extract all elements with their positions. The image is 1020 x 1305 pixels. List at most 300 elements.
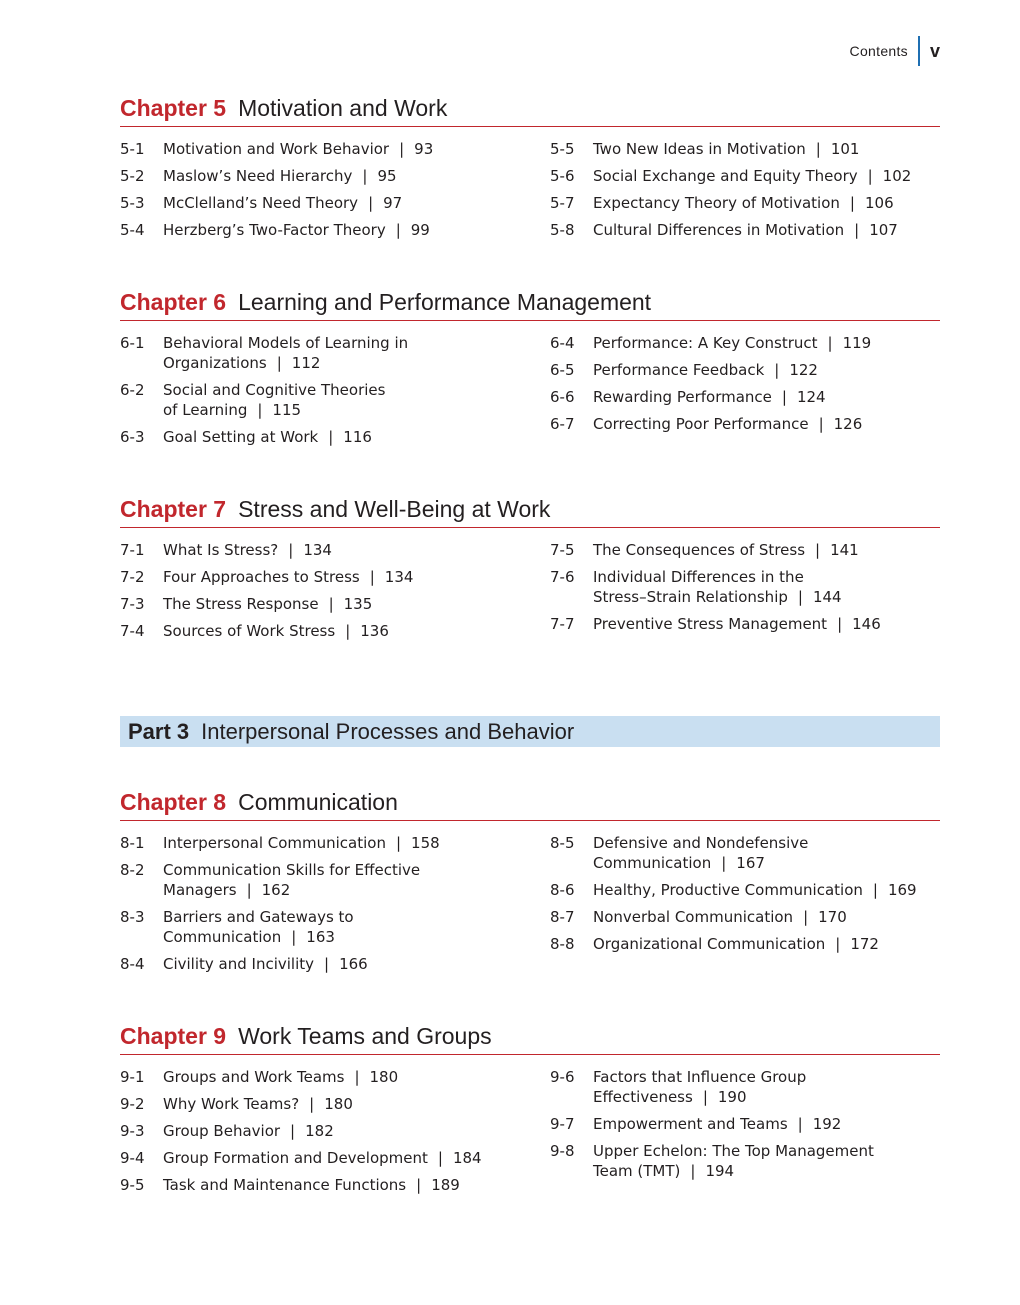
page-ref: 180: [369, 1068, 399, 1086]
section-title-line: [593, 220, 940, 240]
toc-entry: [120, 860, 550, 900]
toc-entry: [550, 833, 940, 873]
section-title: Maslow’s Need Hierarchy: [163, 167, 353, 185]
section-column-right: [550, 833, 940, 981]
section-title: Communication: [163, 928, 282, 946]
section-entry-text: [163, 860, 550, 900]
section-entry-text: [593, 193, 940, 213]
section-title: Four Approaches to Stress: [163, 568, 360, 586]
section-title: Effectiveness: [593, 1088, 693, 1106]
page-separator: |: [721, 854, 727, 872]
running-header: [850, 36, 940, 66]
toc-entry: [120, 220, 550, 240]
section-number: 6-5: [550, 361, 575, 379]
section-number: 8-2: [120, 861, 145, 879]
section-number: 6-4: [550, 334, 575, 352]
section-number: 7-5: [550, 541, 575, 559]
page-ref: 119: [842, 334, 872, 352]
section-title-line: [163, 621, 550, 641]
page-ref: 144: [812, 588, 842, 606]
page-ref: 93: [414, 140, 434, 158]
toc-entry: [550, 907, 940, 927]
section-number: 9-8: [550, 1142, 575, 1160]
page-separator: |: [369, 568, 375, 586]
chapter-sections: [120, 1067, 940, 1202]
section-title-line: [593, 587, 940, 607]
toc-entry: [120, 833, 550, 853]
section-title: Motivation and Work Behavior: [163, 140, 390, 158]
page-separator: |: [290, 1122, 296, 1140]
section-entry-text: [593, 166, 940, 186]
page-ref: 107: [869, 221, 898, 239]
section-entry-text: [593, 833, 940, 873]
toc-entry: [550, 1141, 940, 1181]
page-separator: |: [867, 167, 873, 185]
section-number: 6-6: [550, 388, 575, 406]
section-title: The Stress Response: [163, 595, 319, 613]
section-number: 7-3: [120, 595, 145, 613]
section-entry-text: [163, 833, 550, 853]
section-entry-text: [593, 540, 940, 560]
chapter-number: Chapter 5: [120, 95, 227, 121]
page-ref: 192: [812, 1115, 842, 1133]
toc-entry: [120, 166, 550, 186]
page-ref: 158: [411, 834, 440, 852]
page-ref: 163: [306, 928, 335, 946]
section-number: 5-3: [120, 194, 145, 212]
page-ref: 167: [736, 854, 765, 872]
page-separator: |: [395, 834, 402, 852]
section-number: 6-3: [120, 428, 145, 446]
section-title: Rewarding Performance: [593, 388, 772, 406]
section-entry-text: [163, 1148, 550, 1168]
toc-entry: [120, 139, 550, 159]
section-title-line: [163, 139, 550, 159]
page-ref: 116: [343, 428, 372, 446]
section-title-line: [163, 1175, 550, 1195]
chapter-heading: [120, 789, 940, 821]
section-entry-text: [593, 414, 940, 434]
section-number: 7-7: [550, 615, 575, 633]
section-title: McClelland’s Need Theory: [163, 194, 359, 212]
section-title-line: [593, 1087, 940, 1107]
toc-entry: [550, 1067, 940, 1107]
section-number: 9-4: [120, 1149, 145, 1167]
section-title: Expectancy Theory of Motivation: [593, 194, 840, 212]
page-ref: 99: [410, 221, 430, 239]
section-title: Behavioral Models of Learning in: [163, 334, 409, 352]
section-title: Organizations: [163, 354, 267, 372]
page-ref: 122: [789, 361, 818, 379]
page-ref: 141: [830, 541, 859, 559]
toc-entry: [120, 907, 550, 947]
section-column-right: [550, 139, 940, 247]
toc-entry: [120, 427, 550, 447]
page-separator: |: [797, 588, 803, 606]
section-title-line: [593, 333, 940, 353]
chapter-number: Chapter 8: [120, 789, 227, 815]
chapter-title-text: Stress and Well-Being at Work: [238, 496, 551, 522]
section-title-line: [593, 387, 940, 407]
chapter-number: Chapter 7: [120, 496, 227, 522]
section-title-line: [163, 166, 550, 186]
section-number: 8-4: [120, 955, 145, 973]
section-column-right: [550, 1067, 940, 1202]
chapter-number: Chapter 6: [120, 289, 227, 315]
section-number: 8-7: [550, 908, 575, 926]
page-separator: |: [399, 140, 405, 158]
section-number: 9-1: [120, 1068, 145, 1086]
page-ref: 136: [360, 622, 389, 640]
section-title: Goal Setting at Work: [163, 428, 319, 446]
section-entry-text: [593, 1141, 940, 1181]
section-entry-text: [593, 1067, 940, 1107]
section-title: Upper Echelon: The Top Management: [593, 1142, 874, 1160]
section-number: 5-8: [550, 221, 575, 239]
section-entry-text: [163, 540, 550, 560]
section-title-line: [163, 1121, 550, 1141]
section-title: Group Formation and Development: [163, 1149, 428, 1167]
section-entry-text: [163, 567, 550, 587]
section-entry-text: [163, 193, 550, 213]
page-ref: 146: [852, 615, 881, 633]
toc-entry: [550, 387, 940, 407]
toc-entry: [550, 414, 940, 434]
toc-entry: [550, 193, 940, 213]
toc-entry: [120, 621, 550, 641]
page-separator: |: [328, 595, 334, 613]
section-entry-text: [163, 139, 550, 159]
page-ref: 124: [796, 388, 826, 406]
section-title: Herzberg’s Two-Factor Theory: [163, 221, 386, 239]
section-title-line: [163, 907, 550, 927]
toc-entry: [120, 193, 550, 213]
section-number: 6-1: [120, 334, 145, 352]
page-separator: |: [849, 194, 855, 212]
page-ref: 126: [833, 415, 863, 433]
section-title: Organizational Communication: [593, 935, 826, 953]
section-title-line: [163, 427, 550, 447]
section-title-line: [163, 1067, 550, 1087]
section-column-right: [550, 540, 940, 648]
section-title-line: [163, 567, 550, 587]
page-separator: |: [815, 140, 821, 158]
section-title: Performance Feedback: [593, 361, 765, 379]
section-number: 5-6: [550, 167, 575, 185]
section-title-line: [163, 833, 550, 853]
section-number: 5-2: [120, 167, 145, 185]
section-title: Preventive Stress Management: [593, 615, 828, 633]
section-title-line: [593, 567, 940, 587]
section-title-line: [163, 954, 550, 974]
section-entry-text: [593, 880, 940, 900]
section-number: 7-4: [120, 622, 145, 640]
section-title: Task and Maintenance Functions: [163, 1176, 407, 1194]
part-number: Part 3: [128, 718, 190, 744]
section-title: Two New Ideas in Motivation: [593, 140, 806, 158]
toc-entry: [550, 540, 940, 560]
toc-entry: [120, 954, 550, 974]
contents-list: [120, 95, 940, 1244]
section-entry-text: [163, 166, 550, 186]
section-title: Social Exchange and Equity Theory: [593, 167, 858, 185]
page-ref: 166: [339, 955, 368, 973]
section-entry-text: [593, 139, 940, 159]
section-title-line: [163, 860, 550, 880]
page-separator: |: [835, 935, 841, 953]
section-entry-text: [593, 934, 940, 954]
section-title-line: [163, 353, 550, 373]
chapter-section: [120, 1023, 940, 1202]
section-title-line: [163, 380, 550, 400]
section-title-line: [593, 193, 940, 213]
page-separator: |: [872, 881, 878, 899]
section-title-line: [593, 1114, 940, 1134]
section-entry-text: [163, 621, 550, 641]
section-title: Factors that Influence Group: [593, 1068, 807, 1086]
section-entry-text: [593, 614, 940, 634]
section-title: Barriers and Gateways to: [163, 908, 354, 926]
page-separator: |: [276, 354, 282, 372]
section-column-left: [120, 540, 550, 648]
chapter-title-text: Communication: [238, 789, 398, 815]
section-number: 7-1: [120, 541, 145, 559]
section-title-line: [163, 333, 550, 353]
section-column-left: [120, 139, 550, 247]
section-number: 7-2: [120, 568, 145, 586]
page-ref: 95: [377, 167, 397, 185]
page-separator: |: [437, 1149, 443, 1167]
page-ref: 102: [882, 167, 912, 185]
section-number: 8-5: [550, 834, 575, 852]
section-entry-text: [593, 387, 940, 407]
page-separator: |: [797, 1115, 803, 1133]
section-title-line: [593, 880, 940, 900]
section-title-line: [163, 1094, 550, 1114]
page-separator: |: [354, 1068, 360, 1086]
page-number: v: [929, 40, 940, 61]
section-entry-text: [163, 380, 550, 420]
section-title-line: [593, 360, 940, 380]
section-title-line: [163, 220, 550, 240]
section-title-line: [163, 193, 550, 213]
section-number: 9-6: [550, 1068, 575, 1086]
page-ref: 135: [343, 595, 373, 613]
header-divider: [918, 36, 920, 66]
part-banner: [120, 716, 940, 747]
section-number: 8-1: [120, 834, 145, 852]
page-ref: 101: [830, 140, 860, 158]
page-ref: 134: [303, 541, 332, 559]
toc-entry: [120, 594, 550, 614]
chapters-group-bottom: [120, 789, 940, 1202]
page-ref: 106: [864, 194, 894, 212]
section-entry-text: [593, 567, 940, 607]
chapter-number: Chapter 9: [120, 1023, 227, 1049]
section-entry-text: [593, 220, 940, 240]
page-separator: |: [309, 1095, 315, 1113]
section-entry-text: [163, 907, 550, 947]
section-entry-text: [163, 1067, 550, 1087]
section-column-left: [120, 1067, 550, 1202]
toc-entry: [120, 540, 550, 560]
page-ref: 162: [261, 881, 291, 899]
chapter-sections: [120, 833, 940, 981]
section-entry-text: [163, 1175, 550, 1195]
page-ref: 134: [384, 568, 414, 586]
page-separator: |: [246, 881, 252, 899]
section-entry-text: [163, 220, 550, 240]
chapter-sections: [120, 540, 940, 648]
toc-entry: [120, 380, 550, 420]
section-number: 7-6: [550, 568, 575, 586]
chapter-title-text: Learning and Performance Management: [238, 289, 652, 315]
section-title: Social and Cognitive Theories: [163, 381, 386, 399]
section-title-line: [593, 614, 940, 634]
section-title-line: [593, 540, 940, 560]
section-title-line: [163, 880, 550, 900]
section-title-line: [163, 927, 550, 947]
chapter-heading: [120, 289, 940, 321]
chapter-sections: [120, 139, 940, 247]
section-title: Sources of Work Stress: [163, 622, 336, 640]
page-ref: 182: [305, 1122, 334, 1140]
page-ref: 189: [431, 1176, 460, 1194]
page-separator: |: [690, 1162, 696, 1180]
page-separator: |: [291, 928, 297, 946]
chapter-heading: [120, 95, 940, 127]
page-ref: 184: [452, 1149, 482, 1167]
section-number: 5-4: [120, 221, 145, 239]
section-entry-text: [593, 907, 940, 927]
section-title: Cultural Differences in Motivation: [593, 221, 845, 239]
page-separator: |: [257, 401, 263, 419]
section-number: 9-3: [120, 1122, 145, 1140]
section-title-line: [593, 833, 940, 853]
section-title-line: [593, 139, 940, 159]
page-separator: |: [781, 388, 787, 406]
section-title-line: [163, 594, 550, 614]
toc-entry: [550, 1114, 940, 1134]
section-title-line: [163, 1148, 550, 1168]
section-column-left: [120, 833, 550, 981]
section-title-line: [593, 1067, 940, 1087]
toc-entry: [120, 1121, 550, 1141]
section-entry-text: [593, 360, 940, 380]
chapter-sections: [120, 333, 940, 454]
section-entry-text: [593, 333, 940, 353]
toc-entry: [120, 333, 550, 373]
page-separator: |: [288, 541, 294, 559]
section-number: 5-7: [550, 194, 575, 212]
page-ref: 172: [850, 935, 879, 953]
toc-entry: [550, 166, 940, 186]
page-ref: 190: [717, 1088, 747, 1106]
toc-entry: [550, 934, 940, 954]
section-column-right: [550, 333, 940, 454]
toc-entry: [120, 1148, 550, 1168]
section-title: Performance: A Key Construct: [593, 334, 818, 352]
section-title: Correcting Poor Performance: [593, 415, 809, 433]
section-number: 5-5: [550, 140, 575, 158]
page-separator: |: [827, 334, 833, 352]
section-title: Stress–Strain Relationship: [593, 588, 788, 606]
page-ref: 170: [818, 908, 847, 926]
page-separator: |: [774, 361, 780, 379]
section-title-line: [593, 414, 940, 434]
page-separator: |: [362, 167, 368, 185]
toc-entry: [550, 333, 940, 353]
section-number: 8-6: [550, 881, 575, 899]
section-column-left: [120, 333, 550, 454]
page-separator: |: [815, 541, 821, 559]
section-title: What Is Stress?: [163, 541, 279, 559]
toc-entry: [550, 614, 940, 634]
section-entry-text: [163, 954, 550, 974]
section-entry-text: [593, 1114, 940, 1134]
section-number: 8-3: [120, 908, 145, 926]
section-title-line: [593, 1161, 940, 1181]
toc-entry: [120, 1067, 550, 1087]
page-ref: 169: [887, 881, 917, 899]
chapter-section: [120, 289, 940, 454]
page-ref: 180: [324, 1095, 353, 1113]
running-header-label: Contents: [849, 43, 908, 59]
chapter-title-text: Work Teams and Groups: [238, 1023, 492, 1049]
section-title-line: [163, 400, 550, 420]
section-number: 8-8: [550, 935, 575, 953]
section-title: Healthy, Productive Communication: [593, 881, 863, 899]
section-title-line: [163, 540, 550, 560]
chapter-section: [120, 95, 940, 247]
section-title: Nonverbal Communication: [593, 908, 794, 926]
page-separator: |: [324, 955, 330, 973]
chapter-title-text: Motivation and Work: [238, 95, 448, 121]
page-ref: 112: [291, 354, 321, 372]
section-title: Interpersonal Communication: [163, 834, 386, 852]
chapter-section: [120, 789, 940, 981]
section-entry-text: [163, 1094, 550, 1114]
section-number: 6-7: [550, 415, 575, 433]
chapter-section: [120, 496, 940, 648]
toc-entry: [550, 220, 940, 240]
section-entry-text: [163, 1121, 550, 1141]
page-separator: |: [837, 615, 843, 633]
section-title: Civility and Incivility: [163, 955, 315, 973]
section-title: Groups and Work Teams: [163, 1068, 345, 1086]
toc-entry: [550, 360, 940, 380]
page-ref: 115: [272, 401, 302, 419]
page-ref: 97: [383, 194, 403, 212]
page-separator: |: [416, 1176, 422, 1194]
section-title-line: [593, 907, 940, 927]
part-title: Interpersonal Processes and Behavior: [201, 718, 575, 744]
chapter-heading: [120, 496, 940, 528]
section-title-line: [593, 1141, 940, 1161]
page-separator: |: [345, 622, 351, 640]
section-number: 6-2: [120, 381, 145, 399]
section-entry-text: [163, 427, 550, 447]
page-ref: 194: [705, 1162, 735, 1180]
section-number: 9-5: [120, 1176, 145, 1194]
section-entry-text: [163, 333, 550, 373]
page-separator: |: [328, 428, 334, 446]
section-entry-text: [163, 594, 550, 614]
section-number: 9-7: [550, 1115, 575, 1133]
page-separator: |: [818, 415, 824, 433]
section-title: Defensive and Nondefensive: [593, 834, 809, 852]
page-separator: |: [702, 1088, 708, 1106]
